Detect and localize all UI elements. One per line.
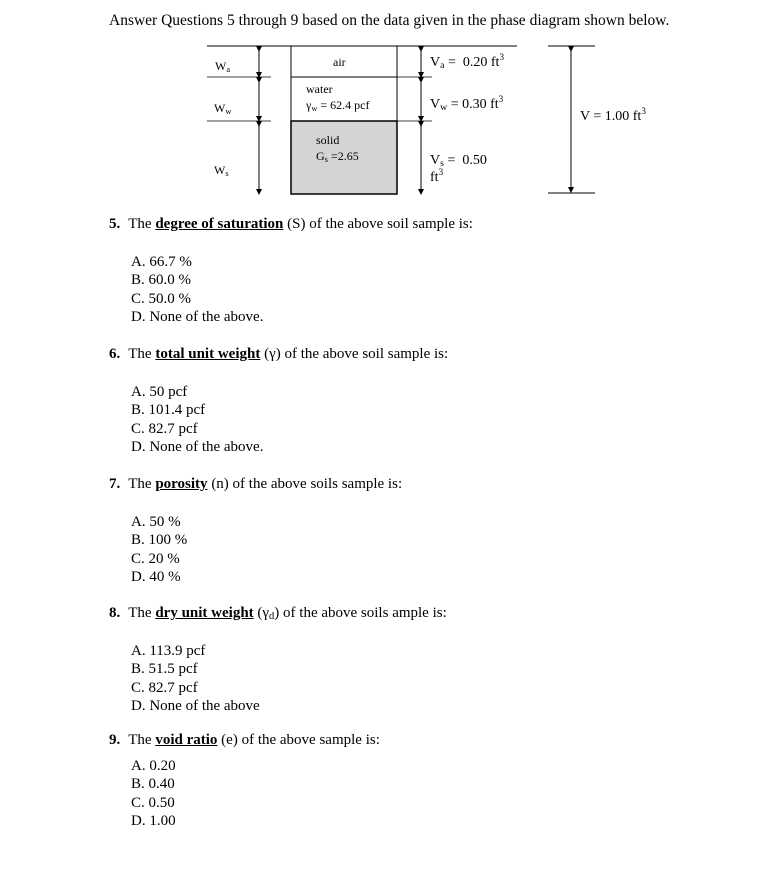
vs-unit-label: $ft^3$ [430, 167, 444, 185]
question-7: 7. The porosity (n) of the above soils sample is: [109, 476, 403, 492]
option-b: B. 60.0 % [131, 272, 191, 289]
option-b: B. 100 % [131, 532, 188, 549]
question-5-options [131, 253, 263, 327]
question-8: 8. The dry unit weight $(\gamma_d)$ of the above soils ample is: [109, 605, 447, 622]
option-a: A. 50 pcf [131, 384, 188, 400]
option-b: B. 0.40 [131, 776, 175, 793]
question-5: 5. The degree of saturation (S) of the above soil sample is: [109, 216, 473, 232]
solid-label: solid [316, 133, 340, 147]
vs-label: $V_s = 0.50$ [430, 153, 487, 169]
option-c: C. 20 % [131, 550, 180, 567]
question-6: 6. The total unit weight (γ) of the above soil sample is: [109, 346, 449, 362]
option-c: C. 50.0 % [131, 290, 191, 307]
option-d: D. None of the above [131, 698, 260, 715]
option-d: D. None of the above. [131, 439, 264, 456]
option-d: D. None of the above. [131, 309, 264, 326]
total-volume-label: V = 1.00 $ft^3$ [580, 106, 646, 124]
va-label: $V_a = 0.20$ $ft^3$ [430, 52, 504, 71]
solid-specific-gravity: $G_s =2.65$ [316, 149, 359, 164]
question-8-options [131, 642, 260, 716]
option-d: D. 40 % [131, 569, 181, 586]
vw-label: $V_w = 0.30$ $ft^3$ [430, 94, 504, 113]
air-label: air [333, 55, 346, 69]
question-7-options [131, 513, 187, 587]
option-a: A. 66.7 % [131, 254, 192, 270]
option-a: A. 113.9 pcf [131, 643, 206, 659]
question-9: 9. The void ratio (e) of the above sample is: [109, 732, 380, 748]
ws-label: $W_s$ [214, 163, 229, 178]
water-unit-weight: $\gamma_w = 62.4$ pcf [306, 98, 370, 113]
option-c: C. 82.7 pcf [131, 679, 198, 696]
option-b: B. 101.4 pcf [131, 402, 206, 419]
water-label: water [306, 82, 333, 96]
ww-label: $W_w$ [214, 101, 232, 116]
intro-text: Answer Questions 5 through 9 based on the data given in the phase diagram shown below. [109, 12, 670, 29]
phase-diagram [0, 0, 769, 220]
option-c: C. 82.7 pcf [131, 420, 198, 437]
option-a: A. 0.20 [131, 758, 176, 774]
option-b: B. 51.5 pcf [131, 661, 198, 678]
wa-label: $W_a$ [215, 59, 231, 74]
option-c: C. 0.50 [131, 794, 175, 811]
question-6-options [131, 383, 263, 457]
question-9-options [131, 757, 176, 831]
option-d: D. 1.00 [131, 813, 176, 830]
option-a: A. 50 % [131, 514, 181, 530]
